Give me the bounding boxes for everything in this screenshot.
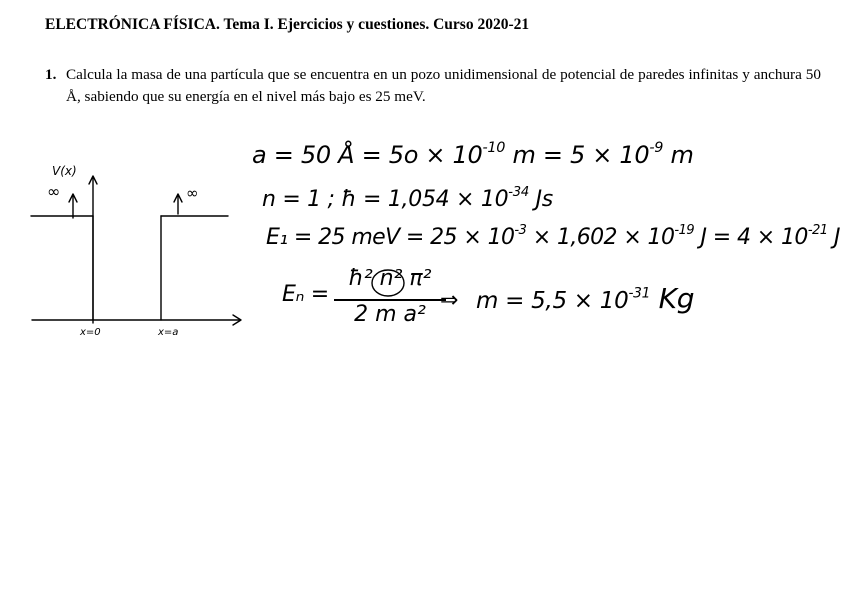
fraction-numerator: ħ² n² π²	[348, 266, 432, 291]
potential-well-diagram	[28, 160, 248, 345]
implies-arrow: ⇒	[440, 288, 459, 313]
left-infinity-label: ∞	[47, 182, 61, 201]
right-infinity-label: ∞	[186, 184, 199, 202]
potential-label: V(x)	[52, 164, 77, 178]
x-a-label: x=a	[158, 327, 179, 338]
problem-1	[45, 64, 821, 108]
energy-lhs: Eₙ =	[282, 282, 329, 307]
mass-result: $m = 5,5 \times 10^{-31}$ Kg	[476, 282, 695, 315]
fraction-denominator: 2 m a²	[354, 302, 426, 327]
handwritten-line-constants: n = 1 ; ħ = $1,054 \times 10^{-34}$ Js	[262, 185, 553, 212]
x-zero-label: x=0	[80, 327, 101, 338]
problem-number: 1.	[45, 66, 57, 83]
handwritten-line-energy: E₁ = 25 meV = $25 \times 10^{-3} \times 1,602 \times 10^{-19}$ $J = 4 \times 10^{-21}$ J	[266, 223, 840, 250]
page-title: ELECTRÓNICA FÍSICA. Tema I. Ejercicios y cuestiones. Curso 2020-21	[45, 16, 530, 33]
problem-text: Calcula la masa de una partícula que se encuentra en un pozo unidimensional de potencial de paredes infinitas y anchura 50 Å, sabiendo que su energía en el nivel más bajo es 25 meV.	[66, 66, 821, 105]
circled-n-mark	[368, 266, 408, 300]
handwritten-line-width: a = 50 Å = $5o \times 10^{-10}$ $m = 5 \times 10^{-9}$ m	[252, 140, 694, 169]
